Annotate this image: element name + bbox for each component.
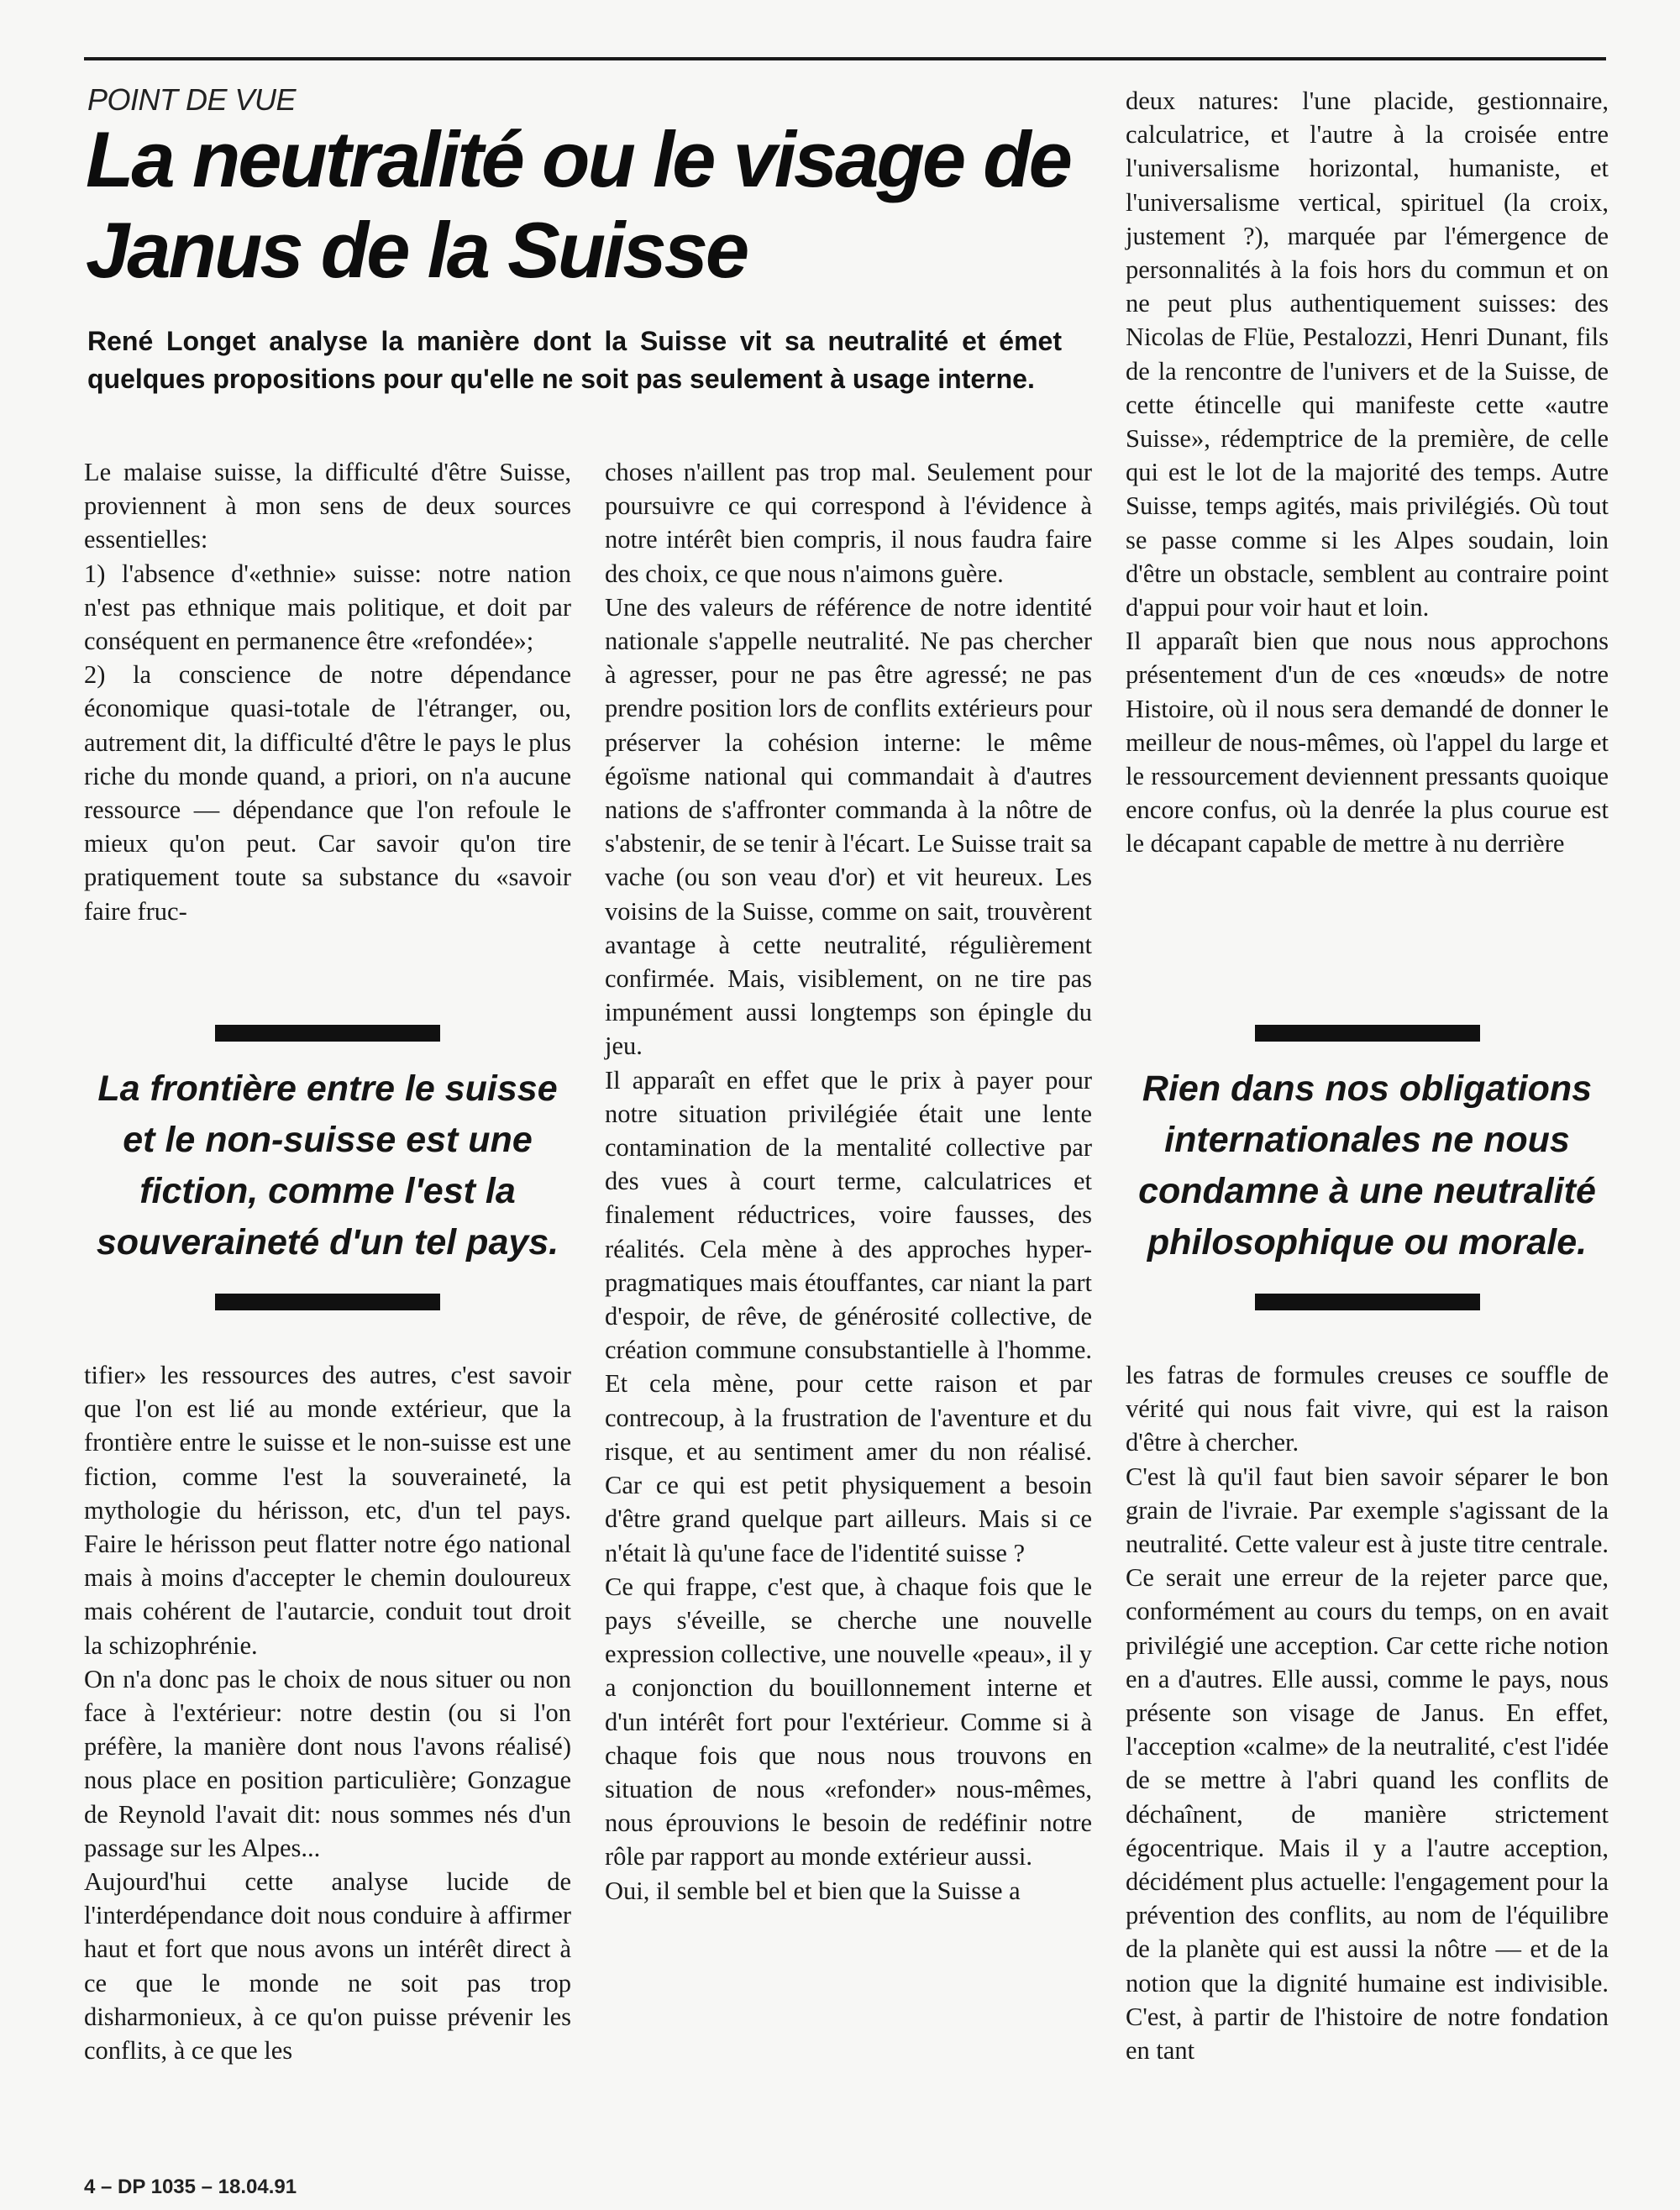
pull-quote-text: Rien dans nos obligations internationales ne nous condamne à une neutralité philosophique ou morale. <box>1138 1068 1596 1262</box>
paragraph: Il apparaît bien que nous nous approchons présentement d'un de ces «nœuds» de notre Histoire, où il nous sera demandé de donner le meilleur de nous-mêmes, où l'appel du large et le ressourcement deviennent pressants quoique encore confus, où la denrée la plus courue est le décapant capable de mettre à nu derrière <box>1126 627 1609 858</box>
article-lead: René Longet analyse la manière dont la Suisse vit sa neutralité et émet quelques propositions pour qu'elle ne soit pas seulement à usage interne. <box>87 326 1062 394</box>
paragraph: tifier» les ressources des autres, c'est savoir que l'on est lié au monde extérieur, que la frontière entre le suisse et le non-suisse est une fiction, comme l'est la souveraineté, la mythologie du hérisson, etc, d'un tel pays. Faire le hérisson peut flatter notre égo national mais à moins d'accepter le chemin douloureux mais cohérent de l'autarcie, conduit tout droit la schizophrénie. <box>84 1361 571 1660</box>
paragraph: 2) la conscience de notre dépendance économique quasi-totale de l'étranger, ou, autrement dit, la difficulté d'être le pays le plus riche du monde quand, a priori, on n'a aucune ressource — dépendance que l'on refoule le mieux qu'on peut. Car savoir qu'on tire pratiquement toute sa substance du «savoir faire fruc- <box>84 660 571 926</box>
paragraph: Oui, il semble bel et bien que la Suisse a <box>605 1876 1021 1905</box>
quote-bar-top <box>215 1025 440 1042</box>
quote-bar-top <box>1255 1025 1480 1042</box>
paragraph: choses n'aillent pas trop mal. Seulement pour poursuivre ce qui correspond à l'évidence à notre intérêt bien compris, il nous faudra faire des choix, ce que nous n'aimons guère. <box>605 458 1092 588</box>
paragraph: Ce qui frappe, c'est que, à chaque fois que le pays s'éveille, se cherche une nouvelle expression collective, une nouvelle «peau», il y a conjonction du bouillonnement interne et d'un intérêt fort pour l'extérieur. Comme si à chaque fois que nous nous trouvons en situation de nous «refonder» nous-mêmes, nous éprouvions le besoin de redéfinir notre rôle par rapport au monde extérieur aussi. <box>605 1572 1092 1871</box>
pull-quote-left <box>84 1025 571 1310</box>
column-1-bottom <box>84 1358 571 2067</box>
column-3-top <box>1126 84 1609 861</box>
paragraph: Le malaise suisse, la difficulté d'être Suisse, proviennent à mon sens de deux sources essentielles: <box>84 458 571 554</box>
column-3-bottom <box>1126 1358 1609 2067</box>
pull-quote-text: La frontière entre le suisse et le non-suisse est une fiction, comme l'est la souveraineté d'un tel pays. <box>96 1068 559 1262</box>
page-folio: 4 – DP 1035 – 18.04.91 <box>84 2176 297 2198</box>
section-kicker: POINT DE VUE <box>87 82 297 117</box>
pull-quote-right <box>1126 1025 1609 1310</box>
quote-bar-bottom <box>1255 1294 1480 1310</box>
paragraph: deux natures: l'une placide, gestionnaire, calculatrice, et l'autre à la croisée entre l'universalisme horizontal, humaniste, et l'universalisme vertical, spirituel (la croix, justement ?), marquée par l'émergence de personnalités à la fois hors du commun et on ne peut plus authentiquement suisses: des Nicolas de Flüe, Pestalozzi, Henri Dunant, fils de la rencontre de l'univers et de la Suisse, de cette étincelle qui manifeste cette «autre Suisse», rédemptrice de la première, de celle qui est le lot de la majorité des temps. Autre Suisse, temps agités, mais privilégiés. Où tout se passe comme si les Alpes soudain, loin d'être un obstacle, semblent au contraire point d'appui pour voir haut et loin. <box>1126 87 1609 622</box>
quote-bar-bottom <box>215 1294 440 1310</box>
paragraph: les fatras de formules creuses ce souffle de vérité qui nous fait vivre, qui est la raison d'être à chercher. <box>1126 1361 1609 1457</box>
article-title: La neutralité ou le visage de Janus de la Suisse <box>86 115 1070 294</box>
paragraph: C'est là qu'il faut bien savoir séparer le bon grain de l'ivraie. Par exemple s'agissant de la neutralité. Cette valeur est à juste titre centrale. Ce serait une erreur de la rejeter parce que, conformément au cours du temps, on en avait privilégié une acception. Car cette riche notion en a d'autres. Elle aussi, comme le pays, nous présente son visage de Janus. En effet, l'acception «calme» de la neutralité, c'est l'idée de se mettre à l'abri quand les conflits de déchaînent, de manière strictement égocentrique. Mais il y a l'autre acception, décidément plus actuelle: l'engagement pour la prévention des conflits, au nom de l'équilibre de la planète qui est aussi la nôtre — et de la notion que la dignité humaine est indivisible. C'est, à partir de l'histoire de notre fondation en tant <box>1126 1462 1609 2066</box>
column-2 <box>605 455 1092 1908</box>
paragraph: On n'a donc pas le choix de nous situer ou non face à l'extérieur: notre destin (ou si l'on préfère, la manière dont nous l'avons réalisé) nous place en position particulière; Gonzague de Reynold l'avait dit: nous sommes nés d'un passage sur les Alpes... <box>84 1664 571 1862</box>
paragraph: Aujourd'hui cette analyse lucide de l'interdépendance doit nous conduire à affirmer haut et fort que nous avons un intérêt direct à ce que le monde ne soit pas trop disharmonieux, à ce qu'on puisse prévenir les conflits, à ce que les <box>84 1867 571 2066</box>
column-1-top <box>84 455 571 928</box>
paragraph: Il apparaît en effet que le prix à payer pour notre situation privilégiée était une lente contamination de la mentalité collective par des vues à court terme, calculatrices et finalement réductrices, voire fausses, des réalités. Cela mène à des approches hyper-pragmatiques mais étouffantes, car niant la part d'espoir, de rêve, de générosité collective, de création commune consubstantielle à l'homme. Et cela mène, pour cette raison et par contrecoup, à la frustration de l'aventure et du risque, et au sentiment amer du non réalisé. Car ce qui est petit physiquement a besoin d'être grand quelque part ailleurs. Mais si ce n'était là qu'une face de l'identité suisse ? <box>605 1065 1092 1567</box>
paragraph: 1) l'absence d'«ethnie» suisse: notre nation n'est pas ethnique mais politique, et doit par conséquent en permanence être «refondée»; <box>84 559 571 656</box>
paragraph: Une des valeurs de référence de notre identité nationale s'appelle neutralité. Ne pas chercher à agresser, pour ne pas être agressé; ne pas prendre position lors de conflits extérieurs pour préserver la cohésion interne: le même égoïsme national qui commandait à d'autres nations de s'affronter commanda à la nôtre de s'abstenir, de se tenir à l'écart. Le Suisse trait sa vache (ou son veau d'or) et vit heureux. Les voisins de la Suisse, comme on sait, trouvèrent avantage à cette neutralité, régulièrement confirmée. Mais, visiblement, on ne tire pas impunément aussi longtemps son épingle du jeu. <box>605 592 1092 1061</box>
top-rule <box>84 57 1606 60</box>
